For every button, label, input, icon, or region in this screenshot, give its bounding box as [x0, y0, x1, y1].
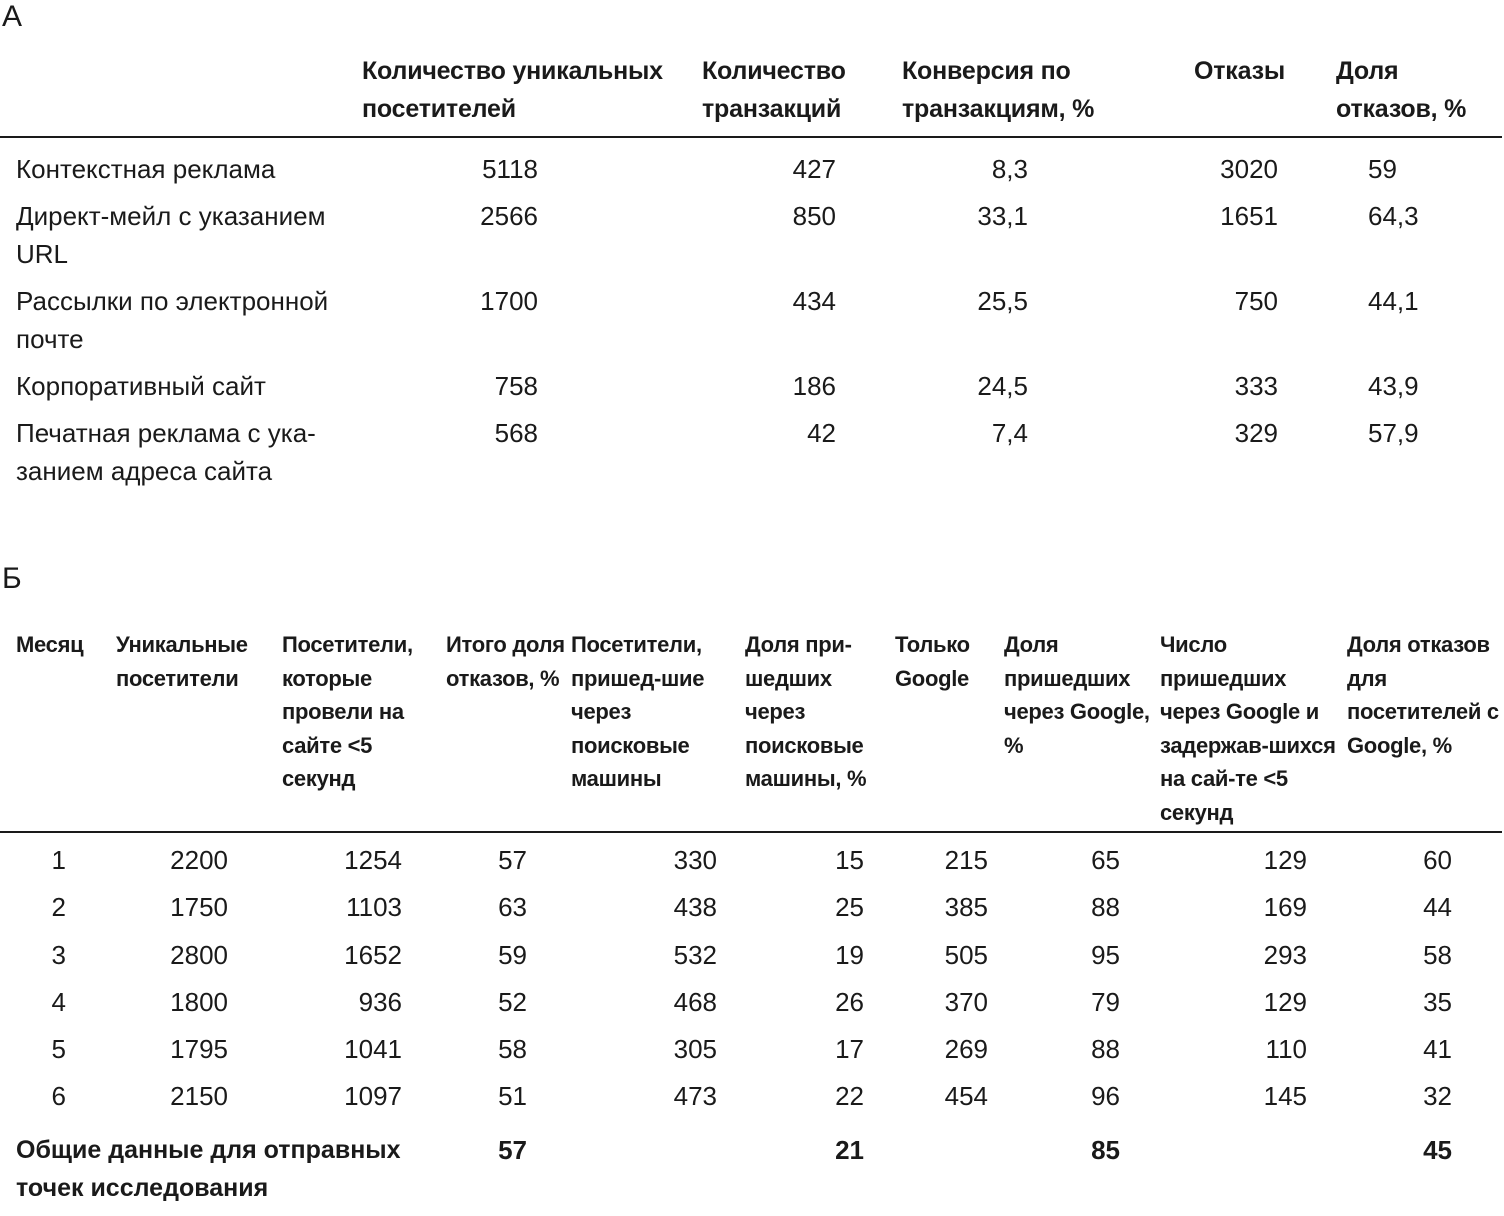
cell-google-only: 215 — [944, 845, 988, 875]
table-row — [0, 983, 1502, 1030]
cell-short-visits: 1652 — [344, 939, 402, 970]
cell-google-share: 88 — [1091, 892, 1120, 923]
cell-google-bounce: 60 — [1423, 845, 1452, 875]
cell-google-share: 96 — [1091, 1081, 1120, 1112]
table-b-header-google-share: Доля пришедших через Google, % — [1004, 632, 1150, 758]
cell-google-share: 88 — [1091, 1034, 1120, 1065]
table-a-header-row — [0, 50, 1502, 137]
table-b-header-bounce-total: Итого доля отказов, % — [446, 632, 565, 691]
cell-bounces: 3020 — [1220, 154, 1278, 184]
cell-conversion: 33,1 — [977, 201, 1028, 231]
cell-unique-visitors: 1750 — [170, 892, 228, 923]
table-b-header-unique-visitors: Уникальные посетители — [116, 632, 248, 691]
cell-conversion: 24,5 — [977, 371, 1028, 401]
cell-transactions: 186 — [792, 371, 836, 401]
table-row — [0, 282, 1502, 367]
section-a-label: А — [2, 0, 23, 33]
table-b-header-search-visitors: Посетители, пришед-шие через поисковые машины — [571, 632, 705, 791]
cell-month: 2 — [51, 892, 66, 923]
table-a-header-bounce-rate: Доля отказов, % — [1336, 57, 1467, 123]
table-a-header-unique-visitors: Количество уникальных посетителей — [362, 57, 663, 123]
cell-google-only: 269 — [944, 1034, 988, 1065]
cell-conversion: 7,4 — [991, 418, 1028, 448]
cell-bounce-total: 57 — [498, 845, 527, 875]
row-label: Директ-мейл с указанием URL — [16, 201, 326, 269]
cell-bounces: 750 — [1234, 286, 1278, 316]
cell-google-short: 110 — [1265, 1034, 1307, 1065]
cell-google-bounce: 58 — [1423, 939, 1452, 970]
cell-unique-visitors: 2150 — [170, 1081, 228, 1112]
cell-search-share: 25 — [835, 892, 864, 923]
row-label: Печатная реклама с ука-заниeм адреса сайта — [16, 418, 316, 486]
table-b-header-row — [0, 628, 1502, 832]
cell-month: 4 — [51, 986, 66, 1017]
cell-transactions: 434 — [792, 286, 836, 316]
cell-google-bounce: 41 — [1423, 1034, 1452, 1065]
cell-unique-visitors: 2200 — [170, 845, 228, 875]
cell-google-only: 454 — [944, 1081, 988, 1112]
cell-transactions: 850 — [792, 201, 836, 231]
cell-google-only: 385 — [944, 892, 988, 923]
cell-bounces: 329 — [1234, 418, 1278, 448]
table-b-header-google-only: Только Google — [895, 632, 970, 691]
cell-search-share: 22 — [835, 1081, 864, 1112]
cell-short-visits: 936 — [358, 986, 402, 1017]
total-row — [0, 1125, 1502, 1216]
table-a-header-conversion: Конверсия по транзакциям, % — [902, 57, 1095, 123]
empty-cell — [895, 1125, 1004, 1216]
row-label: Рассылки по электронной почте — [16, 286, 329, 354]
table-row — [0, 414, 1502, 499]
cell-bounce-total: 52 — [498, 986, 527, 1017]
row-label: Контекстная реклама — [16, 154, 276, 184]
table-b-header-month: Месяц — [16, 632, 84, 657]
table-row — [0, 1077, 1502, 1124]
cell-google-short: 145 — [1263, 1081, 1307, 1112]
cell-google-share: 65 — [1091, 845, 1120, 875]
table-row — [0, 888, 1502, 935]
cell-unique-visitors: 2566 — [480, 201, 538, 231]
cell-search-visitors: 438 — [673, 892, 717, 923]
cell-google-only: 370 — [944, 986, 988, 1017]
cell-google-bounce: 35 — [1423, 986, 1452, 1017]
table-a-header-transactions: Количество транзакций — [702, 57, 846, 123]
cell-google-share: 95 — [1091, 939, 1120, 970]
cell-bounce-rate: 43,9 — [1368, 371, 1419, 401]
table-b-header-google-bounce: Доля отказов для посетителей с Google, % — [1347, 632, 1499, 758]
cell-bounces: 1651 — [1220, 201, 1278, 231]
cell-bounce-rate: 59 — [1368, 154, 1397, 184]
cell-google-short: 293 — [1263, 939, 1307, 970]
cell-google-only: 505 — [944, 939, 988, 970]
cell-unique-visitors: 568 — [494, 418, 538, 448]
cell-unique-visitors: 5118 — [482, 154, 538, 184]
empty-cell — [1160, 1125, 1347, 1216]
cell-conversion: 25,5 — [977, 286, 1028, 316]
cell-bounces: 333 — [1234, 371, 1278, 401]
cell-google-bounce: 44 — [1423, 892, 1452, 923]
cell-unique-visitors: 1700 — [480, 286, 538, 316]
cell-unique-visitors: 1800 — [170, 986, 228, 1017]
cell-bounce-total: 59 — [498, 939, 527, 970]
cell-transactions: 42 — [807, 418, 836, 448]
section-b-label: Б — [2, 562, 22, 595]
cell-month: 3 — [51, 939, 66, 970]
cell-google-share: 79 — [1091, 986, 1120, 1017]
cell-short-visits: 1103 — [346, 892, 402, 923]
cell-search-share: 26 — [835, 986, 864, 1017]
table-a — [0, 50, 1502, 499]
cell-search-share: 15 — [835, 845, 864, 875]
total-google-bounce: 45 — [1423, 1134, 1452, 1165]
total-search-share: 21 — [835, 1134, 864, 1165]
cell-search-visitors: 305 — [673, 1034, 717, 1065]
table-b-header-search-share: Доля при-шедших через поисковые машины, % — [745, 632, 867, 791]
table-row — [0, 367, 1502, 414]
table-row — [0, 1030, 1502, 1077]
table-row — [0, 832, 1502, 888]
cell-google-short: 129 — [1263, 845, 1307, 875]
table-row — [0, 137, 1502, 197]
table-b — [0, 628, 1502, 1216]
cell-month: 1 — [51, 845, 66, 875]
cell-google-bounce: 32 — [1423, 1081, 1452, 1112]
cell-bounce-total: 63 — [498, 892, 527, 923]
total-google-share: 85 — [1091, 1134, 1120, 1165]
cell-search-share: 19 — [835, 939, 864, 970]
total-bounce-total: 57 — [498, 1134, 527, 1165]
cell-google-short: 169 — [1263, 892, 1307, 923]
table-a-header-bounces: Отказы — [1194, 57, 1285, 85]
cell-search-visitors: 330 — [673, 845, 717, 875]
cell-search-visitors: 473 — [673, 1081, 717, 1112]
cell-bounce-total: 51 — [498, 1081, 527, 1112]
cell-bounce-rate: 44,1 — [1368, 286, 1419, 316]
cell-short-visits: 1097 — [344, 1081, 402, 1112]
table-b-header-google-short: Число пришедших через Google и задержав-шихся на сай-те <5 секунд — [1160, 632, 1336, 825]
cell-bounce-rate: 64,3 — [1368, 201, 1419, 231]
cell-search-visitors: 532 — [673, 939, 717, 970]
table-row — [0, 936, 1502, 983]
cell-month: 5 — [51, 1034, 66, 1065]
cell-transactions: 427 — [792, 154, 836, 184]
cell-google-short: 129 — [1263, 986, 1307, 1017]
table-a-header-category — [0, 50, 362, 137]
row-label: Корпоративный сайт — [16, 371, 266, 401]
cell-month: 6 — [51, 1081, 66, 1112]
cell-short-visits: 1254 — [344, 845, 402, 875]
cell-unique-visitors: 758 — [494, 371, 538, 401]
total-label: Общие данные для отправных точек исследования — [16, 1135, 401, 1202]
table-row — [0, 197, 1502, 282]
cell-bounce-rate: 57,9 — [1368, 418, 1419, 448]
empty-cell — [571, 1125, 745, 1216]
cell-conversion: 8,3 — [991, 154, 1028, 184]
cell-search-share: 17 — [835, 1034, 864, 1065]
cell-bounce-total: 58 — [498, 1034, 527, 1065]
cell-unique-visitors: 1795 — [170, 1034, 228, 1065]
table-b-header-short-visits: Посетители, которые провели на сайте <5 секунд — [282, 632, 413, 791]
cell-search-visitors: 468 — [673, 986, 717, 1017]
cell-unique-visitors: 2800 — [170, 939, 228, 970]
cell-short-visits: 1041 — [344, 1034, 402, 1065]
